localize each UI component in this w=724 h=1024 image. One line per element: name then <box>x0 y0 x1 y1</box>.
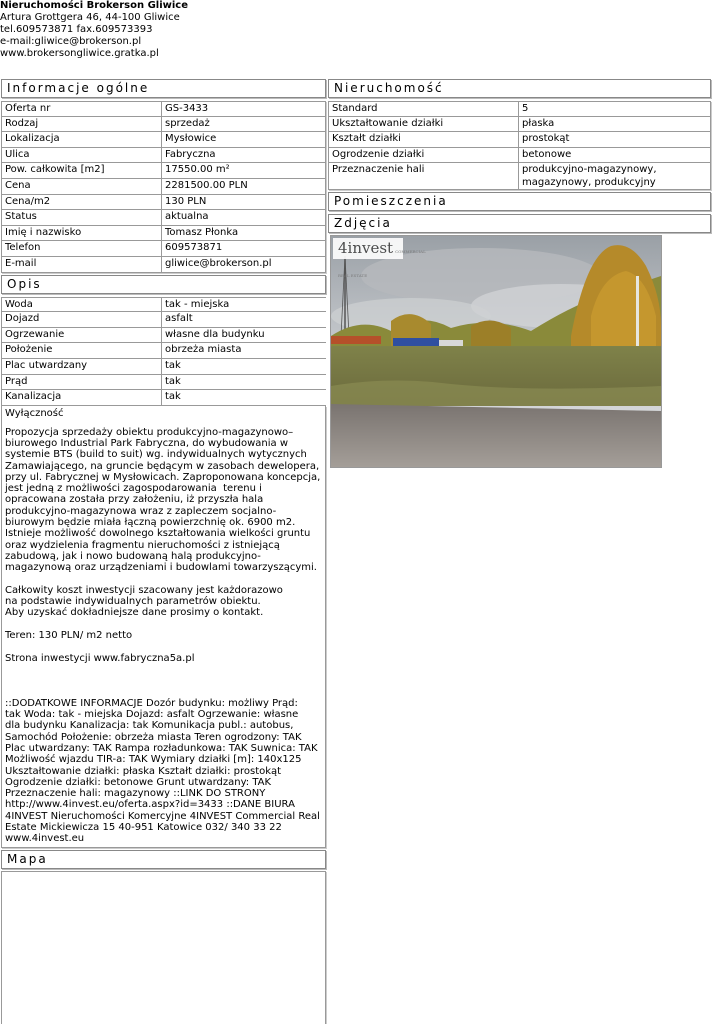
property-label: Standard <box>328 101 518 117</box>
general-row <box>1 117 325 133</box>
section-property-title: Nieruchomość <box>328 79 711 98</box>
description-label: Prąd <box>1 375 161 391</box>
property-photo[interactable] <box>330 235 662 468</box>
general-row <box>1 210 325 226</box>
map-area[interactable] <box>1 871 326 1024</box>
general-row <box>1 132 325 148</box>
description-row <box>1 375 326 391</box>
description-text-box <box>1 406 326 848</box>
agency-name: Nieruchomości Brokerson Gliwice <box>0 0 189 11</box>
general-value: 2281500.00 PLN <box>161 179 325 195</box>
agency-website[interactable]: www.brokersongliwice.gratka.pl <box>0 48 159 59</box>
general-value: Mysłowice <box>161 132 325 148</box>
description-label: Woda <box>1 297 161 313</box>
description-value: asfalt <box>161 312 326 328</box>
general-row <box>1 163 325 179</box>
property-value: produkcyjno-magazynowy, magazynowy, produkcyjny <box>518 163 710 190</box>
description-label: Ogrzewanie <box>1 328 161 344</box>
description-row <box>1 328 326 344</box>
left-column <box>1 79 326 1024</box>
description-text: Propozycja sprzedaży obiektu produkcyjno-magazynowo– biurowego Industrial Park Fabryczna, do wybudowania w systemie BTS (build to suit) wg. indywidualnych wytycznych Zamawiającego, na gruncie będącym w zasobach dewelopera, przy ul. Fabrycznej w Mysłowicach. Zaproponowana koncepcja, jest jedną z możliwości zagospodarowania terenu i opracowana została przy założeniu, iż przyszła hala produkcyjno-magazynowa wraz z zapleczem socjalno- biurowym będzie miała łączną powierzchnię ok. 6900 m2. Istnieje możliwość dowolnego kształtowania wielkości gruntu oraz wydzielenia fragmentu nieruchomości z istniejącą zabudową, jak i nowo budowaną halą produkcyjno- magazynową oraz urządzeniami i budowlami towarzyszącymi. Całkowity koszt inwestycji szacowany jest każdorazowo na podstawie indywidualnych parametrów obiektu. Aby uzyskać dokładniejsze dane prosimy o kontakt. Teren: 130 PLN/ m2 netto Strona inwestycji www.fabryczna5a.pl ::DODATKOWE INFORMACJE Dozór budynku: możliwy Prąd: tak Woda: tak - miejska Dojazd: asfalt Ogrzewanie: własne dla budynku Kanalizacja: tak Komunikacja publ.: autobus, Samochód Położenie: obrzeża miasta Teren ogrodzony: TAK Plac utwardzany: TAK Rampa rozładunkowa: TAK Suwnica: TAK Możliwość wjazdu TIR-a: TAK Wymiary działki [m]: 140x125 Ukształtowanie działki: płaska Kształt działki: prostokąt Ogrodzenie działki: betonowe Grunt utwardzany: TAK Przeznaczenie hali: magazynowy ::LINK DO STRONY http://www.4invest.eu/oferta.aspx?id=3433 ::DANE BIURA 4INVEST Nieruchomości Komercyjne 4INVEST Commercial Real Estate Mickiewicza 15 40-951 Katowice 032/ 340 33 22 www.4invest.eu <box>5 426 321 845</box>
general-row <box>1 241 325 257</box>
agency-email[interactable]: e-mail:gliwice@brokerson.pl <box>0 36 142 47</box>
general-value: aktualna <box>161 210 325 226</box>
general-label: Pow. całkowita [m2] <box>1 163 161 179</box>
general-value: sprzedaż <box>161 117 325 133</box>
general-value: 130 PLN <box>161 195 325 211</box>
description-row <box>1 312 326 328</box>
description-value: obrzeża miasta <box>161 343 326 359</box>
property-row <box>328 101 710 117</box>
property-label: Ogrodzenie działki <box>328 148 518 164</box>
general-value: Tomasz Płonka <box>161 226 325 242</box>
description-value: tak <box>161 390 326 406</box>
general-value[interactable]: gliwice@brokerson.pl <box>161 257 325 273</box>
property-value: 5 <box>518 101 710 117</box>
property-value: prostokąt <box>518 132 710 148</box>
general-row <box>1 179 325 195</box>
section-rooms-title: Pomieszczenia <box>328 192 711 211</box>
general-row <box>1 195 325 211</box>
property-row <box>328 148 710 164</box>
general-label: Ulica <box>1 148 161 164</box>
description-label: Położenie <box>1 343 161 359</box>
general-row <box>1 148 325 164</box>
general-row <box>1 257 325 273</box>
property-row <box>328 132 710 148</box>
property-row <box>328 117 710 133</box>
section-general-title: Informacje ogólne <box>1 79 326 98</box>
general-row <box>1 101 325 117</box>
property-label: Ukształtowanie działki <box>328 117 518 133</box>
general-value: 17550.00 m² <box>161 163 325 179</box>
description-row <box>1 359 326 375</box>
photo-landscape <box>331 236 661 467</box>
property-row <box>328 163 710 190</box>
right-column <box>328 79 711 468</box>
general-table-box <box>1 101 326 273</box>
description-value: tak <box>161 359 326 375</box>
general-label: Imię i nazwisko <box>1 226 161 242</box>
general-label: Status <box>1 210 161 226</box>
general-label: Cena <box>1 179 161 195</box>
property-value: betonowe <box>518 148 710 164</box>
description-value: tak <box>161 375 326 391</box>
description-table-box <box>1 297 326 406</box>
general-value: Fabryczna <box>161 148 325 164</box>
description-row <box>1 297 326 313</box>
property-value: płaska <box>518 117 710 133</box>
description-table <box>1 297 326 406</box>
general-label: Oferta nr <box>1 101 161 117</box>
description-label: Dojazd <box>1 312 161 328</box>
property-table <box>328 101 710 190</box>
general-label: Rodzaj <box>1 117 161 133</box>
general-label: Lokalizacja <box>1 132 161 148</box>
property-label: Przeznaczenie hali <box>328 163 518 190</box>
description-label: Plac utwardzany <box>1 359 161 375</box>
exclusivity-label: Wyłączność <box>5 407 64 419</box>
property-table-box <box>328 101 711 190</box>
description-label: Kanalizacja <box>1 390 161 406</box>
general-row <box>1 226 325 242</box>
general-table <box>1 101 325 273</box>
description-value: własne dla budynku <box>161 328 326 344</box>
general-label: E-mail <box>1 257 161 273</box>
description-row <box>1 343 326 359</box>
section-description-title: Opis <box>1 275 326 294</box>
general-value[interactable]: 609573871 <box>161 241 325 257</box>
section-photos-title: Zdjęcia <box>328 214 711 233</box>
general-label: Telefon <box>1 241 161 257</box>
agency-header <box>0 0 188 60</box>
agency-address: Artura Grottgera 46, 44-100 Gliwice <box>0 12 180 23</box>
general-value: GS-3433 <box>161 101 325 117</box>
description-value: tak - miejska <box>161 297 326 313</box>
section-map-title: Mapa <box>1 850 326 869</box>
agency-phone: tel.609573871 fax.609573393 <box>0 24 153 35</box>
property-label: Kształt działki <box>328 132 518 148</box>
general-label: Cena/m2 <box>1 195 161 211</box>
agency-logo: 4invest COMMERCIAL REAL ESTATE <box>333 238 403 259</box>
description-row <box>1 390 326 406</box>
